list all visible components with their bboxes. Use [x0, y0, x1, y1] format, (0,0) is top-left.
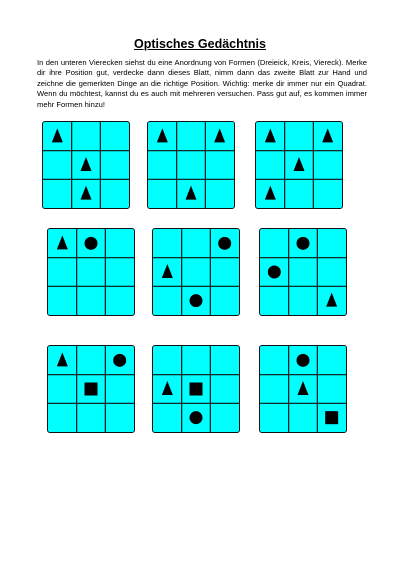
circle-icon [297, 237, 310, 250]
triangle-icon [157, 128, 168, 142]
triangle-icon [265, 186, 276, 200]
triangle-icon [162, 264, 173, 278]
triangle-icon [298, 381, 309, 395]
triangle-icon [186, 186, 197, 200]
memory-grid-6 [259, 228, 347, 316]
circle-icon [190, 294, 203, 307]
circle-icon [218, 237, 231, 250]
memory-grid-2 [147, 121, 235, 209]
memory-grid-7 [47, 345, 135, 433]
square-icon [190, 383, 203, 396]
memory-grid-9 [259, 345, 347, 433]
circle-icon [268, 266, 281, 279]
triangle-icon [322, 128, 333, 142]
square-icon [85, 383, 98, 396]
triangle-icon [57, 352, 68, 366]
circle-icon [190, 411, 203, 424]
triangle-icon [57, 235, 68, 249]
circle-icon [85, 237, 98, 250]
triangle-icon [81, 186, 92, 200]
triangle-icon [162, 381, 173, 395]
square-icon [325, 411, 338, 424]
memory-grid-4 [47, 228, 135, 316]
triangle-icon [294, 157, 305, 171]
memory-grid-3 [255, 121, 343, 209]
memory-grid-5 [152, 228, 240, 316]
triangle-icon [81, 157, 92, 171]
triangle-icon [52, 128, 63, 142]
triangle-icon [265, 128, 276, 142]
memory-grid-1 [42, 121, 130, 209]
triangle-icon [214, 128, 225, 142]
triangle-icon [326, 293, 337, 307]
instructions-text: In den unteren Vierecken siehst du eine Anordnung von Formen (Dreieick, Kreis, Viereck). Merke dir ihre Position gut, verdecke dann dieses Blatt, nimm dann das zweite Blatt zur Hand und zeichne die gemerkten Dinge an die richtige Position. Wichtig: merke dir immer nur ein Quadrat. Wenn du möchtest, kannst du es auch mit mehreren versuchen. Pass gut auf, es kommen immer mehr Formen hinzu! [37, 58, 367, 109]
circle-icon [113, 354, 126, 367]
memory-grid-8 [152, 345, 240, 433]
circle-icon [297, 354, 310, 367]
page-title: Optisches Gedächtnis [134, 37, 266, 51]
